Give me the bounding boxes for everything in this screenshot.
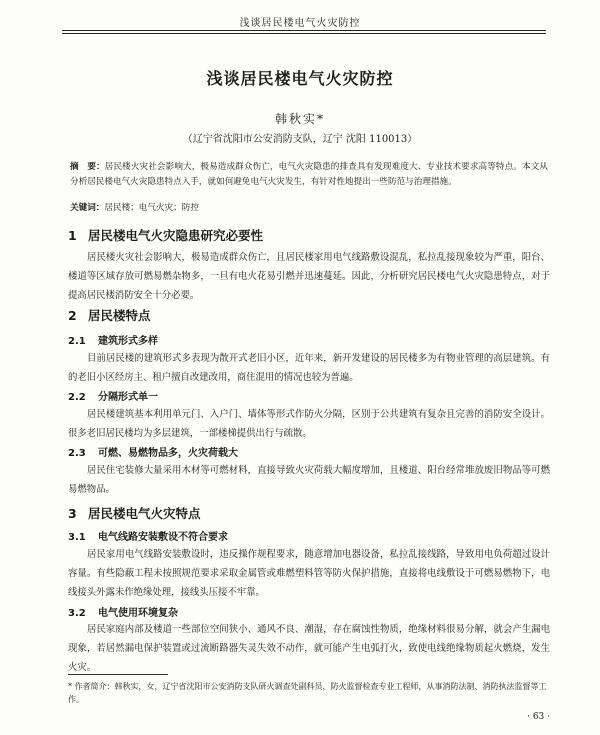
- section-title: 居民楼电气火灾隐患研究必要性: [88, 228, 264, 243]
- section-number: 2: [68, 308, 77, 323]
- abstract-label: 摘 要：: [70, 162, 105, 172]
- subsection-heading-2-1: [68, 332, 158, 347]
- paragraph-2-2: 居民楼建筑基本利用单元门、入户门、墙体等形式作防火分隔，区别于公共建筑有复杂且完善的消防安全设计。很多老旧居民楼均为多层建筑，一部楼梯提供出行与疏散。: [68, 409, 550, 439]
- subsection-heading-2-3: [68, 444, 238, 459]
- section-heading-2: [68, 306, 151, 324]
- article-title: 浅谈居民楼电气火灾防控: [206, 69, 394, 88]
- subsection-title: 分隔形式单一: [98, 392, 158, 403]
- section-heading-1: [68, 226, 263, 244]
- paragraph-1: 居民楼火灾社会影响大，极易造成群众伤亡，且居民楼家用电气线路敷设混乱，私拉乱接现象较为严重，阳台、楼道等区域存放可燃易燃杂物多，一旦有电火花易引燃并迅速蔓延。因此，分析研究居民楼电气火灾隐患特点，对于提高居民楼消防安全十分必要。: [68, 252, 550, 301]
- subsection-number: 2.1: [68, 336, 86, 347]
- abstract: [70, 160, 548, 190]
- header-rule-top: [62, 30, 546, 31]
- keywords: [70, 201, 548, 215]
- paragraph-3-2: 居民家庭内部及楼道一些部位空间狭小、通风不良、潮湿，存在腐蚀性物质，绝缘材料很易分解，就会产生漏电现象，若居然漏电保护装置或过流断路器失灵失效不动作，就可能产生电弧打火，致使电线绝缘物质起火燃烧，发生火灾。: [68, 624, 550, 673]
- paragraph-2-3: 居民住宅装修大量采用木材等可燃材料，直接导致火灾荷载大幅度增加，且楼道、阳台经常堆放废旧物品等可燃易燃物品。: [68, 465, 550, 495]
- abstract-text: 居民楼火灾社会影响大，极易造成群众伤亡，电气火灾隐患的排查具有发现难度大、专业技术要求高等特点。本文从分析居民楼电气火灾隐患特点入手，就如何避免电气火灾发生，有针对性地提出一些防范与治理措施。: [70, 162, 548, 187]
- subsection-number: 2.3: [68, 448, 86, 459]
- footnote-rule: [68, 674, 168, 675]
- keywords-label: 关键词：: [70, 203, 105, 213]
- author: 韩秋实*: [274, 112, 325, 126]
- section-number: 1: [68, 228, 77, 243]
- subsection-title: 电气线路安装敷设不符合要求: [98, 532, 228, 543]
- section-number: 3: [68, 506, 77, 521]
- subsection-heading-3-1: [68, 528, 228, 543]
- subsection-number: 3.1: [68, 532, 86, 543]
- running-header: 浅谈居民楼电气火灾防控: [239, 18, 361, 29]
- subsection-number: 2.2: [68, 392, 86, 403]
- keywords-text: 居民楼；电气火灾；防控: [104, 203, 199, 213]
- page-number: · 63 ·: [527, 712, 550, 722]
- subsection-title: 建筑形式多样: [98, 336, 158, 347]
- subsection-title: 电气使用环境复杂: [98, 608, 178, 619]
- header-rule-bottom: [62, 33, 546, 34]
- paragraph-3-1: 居民家用电气线路安装敷设时，违反操作规程要求，随意增加电器设备，私拉乱接线路，导致用电负荷超过设计容量。有些隐蔽工程未按照规范要求采取金属管或难燃塑料管等防火保护措施，直接将电线敷设于可燃易燃物下，电线接头外露未作绝缘处理，接线头压接不牢靠。: [68, 549, 550, 598]
- subsection-title: 可燃、易燃物品多，火灾荷载大: [98, 448, 238, 459]
- subsection-heading-3-2: [68, 604, 178, 619]
- section-title: 居民楼特点: [88, 308, 151, 323]
- paragraph-2-1: 目前居民楼的建筑形式多表现为散开式老旧小区，近年来，新开发建设的居民楼多为有物业管理的高层建筑。有的老旧小区经房主、租户擅自改建改用，商住混用的情况也较为普遍。: [68, 353, 550, 383]
- section-title: 居民楼电气火灾特点: [88, 506, 201, 521]
- author-footnote: * 作者简介：韩秋实，女，辽宁省沈阳市公安消防支队研火调查处副科员，防火监督检查专业工程师，从事消防法制、消防执法监督等工作。: [68, 682, 547, 704]
- subsection-heading-2-2: [68, 388, 158, 403]
- subsection-number: 3.2: [68, 608, 86, 619]
- section-heading-3: [68, 504, 201, 522]
- affiliation: （辽宁省沈阳市公安消防支队，辽宁 沈阳 110013）: [182, 134, 418, 145]
